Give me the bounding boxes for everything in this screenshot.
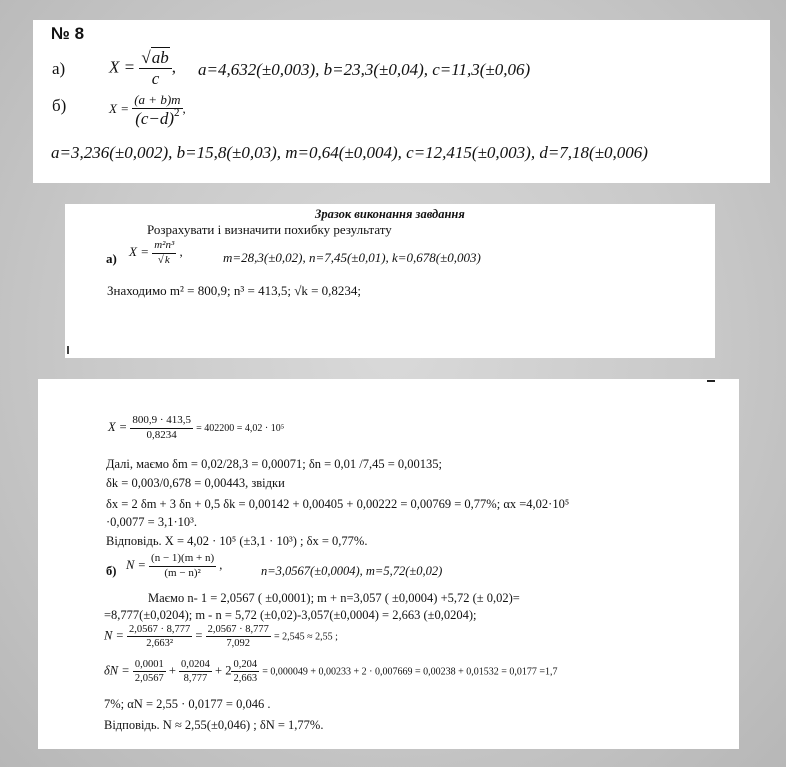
solution-line-4: ·0,0077 = 3,1·10³.: [106, 515, 197, 529]
formula-fraction: [130, 415, 193, 441]
example-a-label: а): [106, 251, 117, 266]
task-number: № 8: [51, 24, 85, 43]
example-task: Розрахувати і визначити похибку результату: [147, 222, 392, 237]
solution-line-3: δx = 2 δm + 3 δn + 0,5 δk = 0,00142 + 0,00405 + 0,00222 = 0,00769 = 0,77%; αx =4,02·10⁵: [106, 497, 570, 511]
formula-lhs: X =: [109, 101, 129, 117]
fraction-denominator: 8,777: [183, 673, 208, 685]
task-b-formula: X = $\frac{(a + b)m}{(c-d)^2}$ ,: [109, 92, 186, 128]
fraction-denominator: 2,663²: [146, 638, 174, 650]
coefficient: + 2: [215, 663, 232, 678]
have-line-2: =8,777(±0,0204); m - n = 5,72 (±0,02)-3,057(±0,0004) = 2,663 (±0,0204);: [104, 608, 477, 622]
formula-lhs: X =: [109, 57, 136, 77]
formula-fraction: [231, 659, 259, 684]
formula-rhs: = 402200 = 4,02 · 10⁵: [196, 422, 285, 434]
formula-lhs: N =: [126, 557, 146, 572]
fraction-numerator: 0,0204: [179, 659, 212, 672]
formula-lhs: X =: [129, 244, 149, 260]
example-title: Зразок виконання завдання: [315, 207, 465, 221]
task-b-params: a=3,236(±0,002), b=15,8(±0,03), m=0,64(±0,004), c=12,415(±0,003), d=7,18(±0,006): [51, 143, 648, 162]
fraction-numerator: 800,9 · 413,5: [130, 415, 193, 429]
task-a-label: а): [52, 59, 66, 78]
example-find-line: Знаходимо m² = 800,9; n³ = 413,5; √k = 0,8234;: [107, 283, 362, 298]
have-line-1: Маємо n- 1 = 2,0567 ( ±0,0001); m + n=3,057 ( ±0,0004) +5,72 (± 0,02)=: [148, 591, 520, 605]
solution-card: [38, 379, 739, 749]
fraction-numerator: 2,0567 · 8,777: [206, 624, 271, 637]
fraction-denominator: 0,8234: [146, 428, 177, 441]
fraction-denominator: 2,0567: [134, 673, 164, 685]
solution-line-1: Далі, маємо δm = 0,02/28,3 = 0,00071; δn = 0,01 /7,45 = 0,00135;: [106, 457, 443, 471]
formula-rhs: = 2,545 ≈ 2,55 ;: [273, 631, 338, 643]
formula-fraction: [179, 659, 212, 684]
task-b-label: б): [52, 96, 67, 115]
x-formula: [108, 415, 284, 441]
answer-1: Відповідь. X = 4,02 · 10⁵ (±3,1 · 10³) ; δx = 0,77%.: [106, 534, 368, 548]
formula-fraction: [132, 93, 182, 127]
formula-fraction: [206, 624, 271, 649]
formula-rhs: = 0,000049 + 0,00233 + 2 · 0,007669 = 0,00238 + 0,01532 = 0,0177 =1,7: [262, 666, 558, 678]
n-formula: N = $\frac{(n - 1)(m + n)}{\text{(m − n)²}}$ ,: [126, 552, 223, 579]
formula-lhs: δN =: [104, 663, 130, 678]
fraction-denominator: (c−d): [135, 108, 175, 128]
solution-b-label: б): [106, 564, 117, 578]
fraction-numerator: 2,0567 · 8,777: [127, 624, 192, 637]
example-a-params: m=28,3(±0,02), n=7,45(±0,01), k=0,678(±0,003): [223, 250, 481, 265]
formula-fraction: $\frac{√ab}{c}$: [139, 49, 171, 88]
task-card: [33, 20, 770, 183]
fraction-denominator: (m − n)²: [164, 566, 201, 579]
task-a-params: a=4,632(±0,003), b=23,3(±0,04), c=11,3(±0,06): [198, 60, 531, 79]
n-calc: N = $\frac{2,0567 \cdot 8,777}{\text{2,663²}}$ = $\frac{2,0567 \cdot 8,777}{7,092}$ = 2,545 ≈ 2,55 ;: [104, 624, 338, 650]
formula-fraction: $\frac{\text{m²n³}}{√k}$: [154, 239, 175, 266]
solution-b-params: n=3,0567(±0,0004), m=5,72(±0,02): [261, 564, 443, 578]
formula-lhs: N =: [104, 628, 124, 643]
fraction-denominator: 7,092: [226, 638, 251, 650]
page-dash-mark: [707, 380, 715, 382]
fraction-numerator: (a + b)m: [134, 92, 181, 107]
fraction-denominator: c: [151, 68, 160, 88]
example-card: [65, 204, 715, 358]
fraction-numerator: (n − 1)(m + n): [149, 553, 216, 567]
tail-line: 7%; αN = 2,55 · 0,0177 = 0,046 .: [104, 697, 271, 711]
page-edge-mark: [67, 346, 69, 354]
fraction-denominator: k: [164, 253, 170, 266]
fraction-numerator: 0,204: [231, 659, 259, 672]
formula-fraction: [127, 624, 192, 649]
formula-fraction: [133, 659, 166, 684]
task-a-formula: X = $\frac{√ab}{c}$ ,: [109, 48, 176, 88]
formula-fraction: [149, 553, 216, 579]
fraction-exponent: 2: [174, 106, 180, 119]
fraction-numerator: ab: [151, 48, 169, 67]
fraction-numerator: 0,0001: [133, 659, 166, 672]
fraction-numerator: m²n³: [154, 239, 175, 251]
example-a-formula: X = $\frac{\text{m²n³}}{√k}$ ,: [129, 239, 183, 266]
solution-line-2: δk = 0,003/0,678 = 0,00443, звідки: [106, 476, 285, 490]
delta-n-calc: δN = $\frac{0,0001}{2,0567}$ + $\frac{0,0204}{8,777}$ + 2 $\frac{0,204}{2,663}$ = 0,000049 + 0,00233 + 2 · 0,007669 = 0,00238 + 0,01532 = 0,0177 =1,7: [104, 659, 558, 685]
formula-lhs: X =: [108, 419, 128, 434]
answer-2: Відповідь. N ≈ 2,55(±0,046) ; δN = 1,77%.: [104, 718, 324, 732]
fraction-denominator: 2,663: [233, 673, 258, 685]
